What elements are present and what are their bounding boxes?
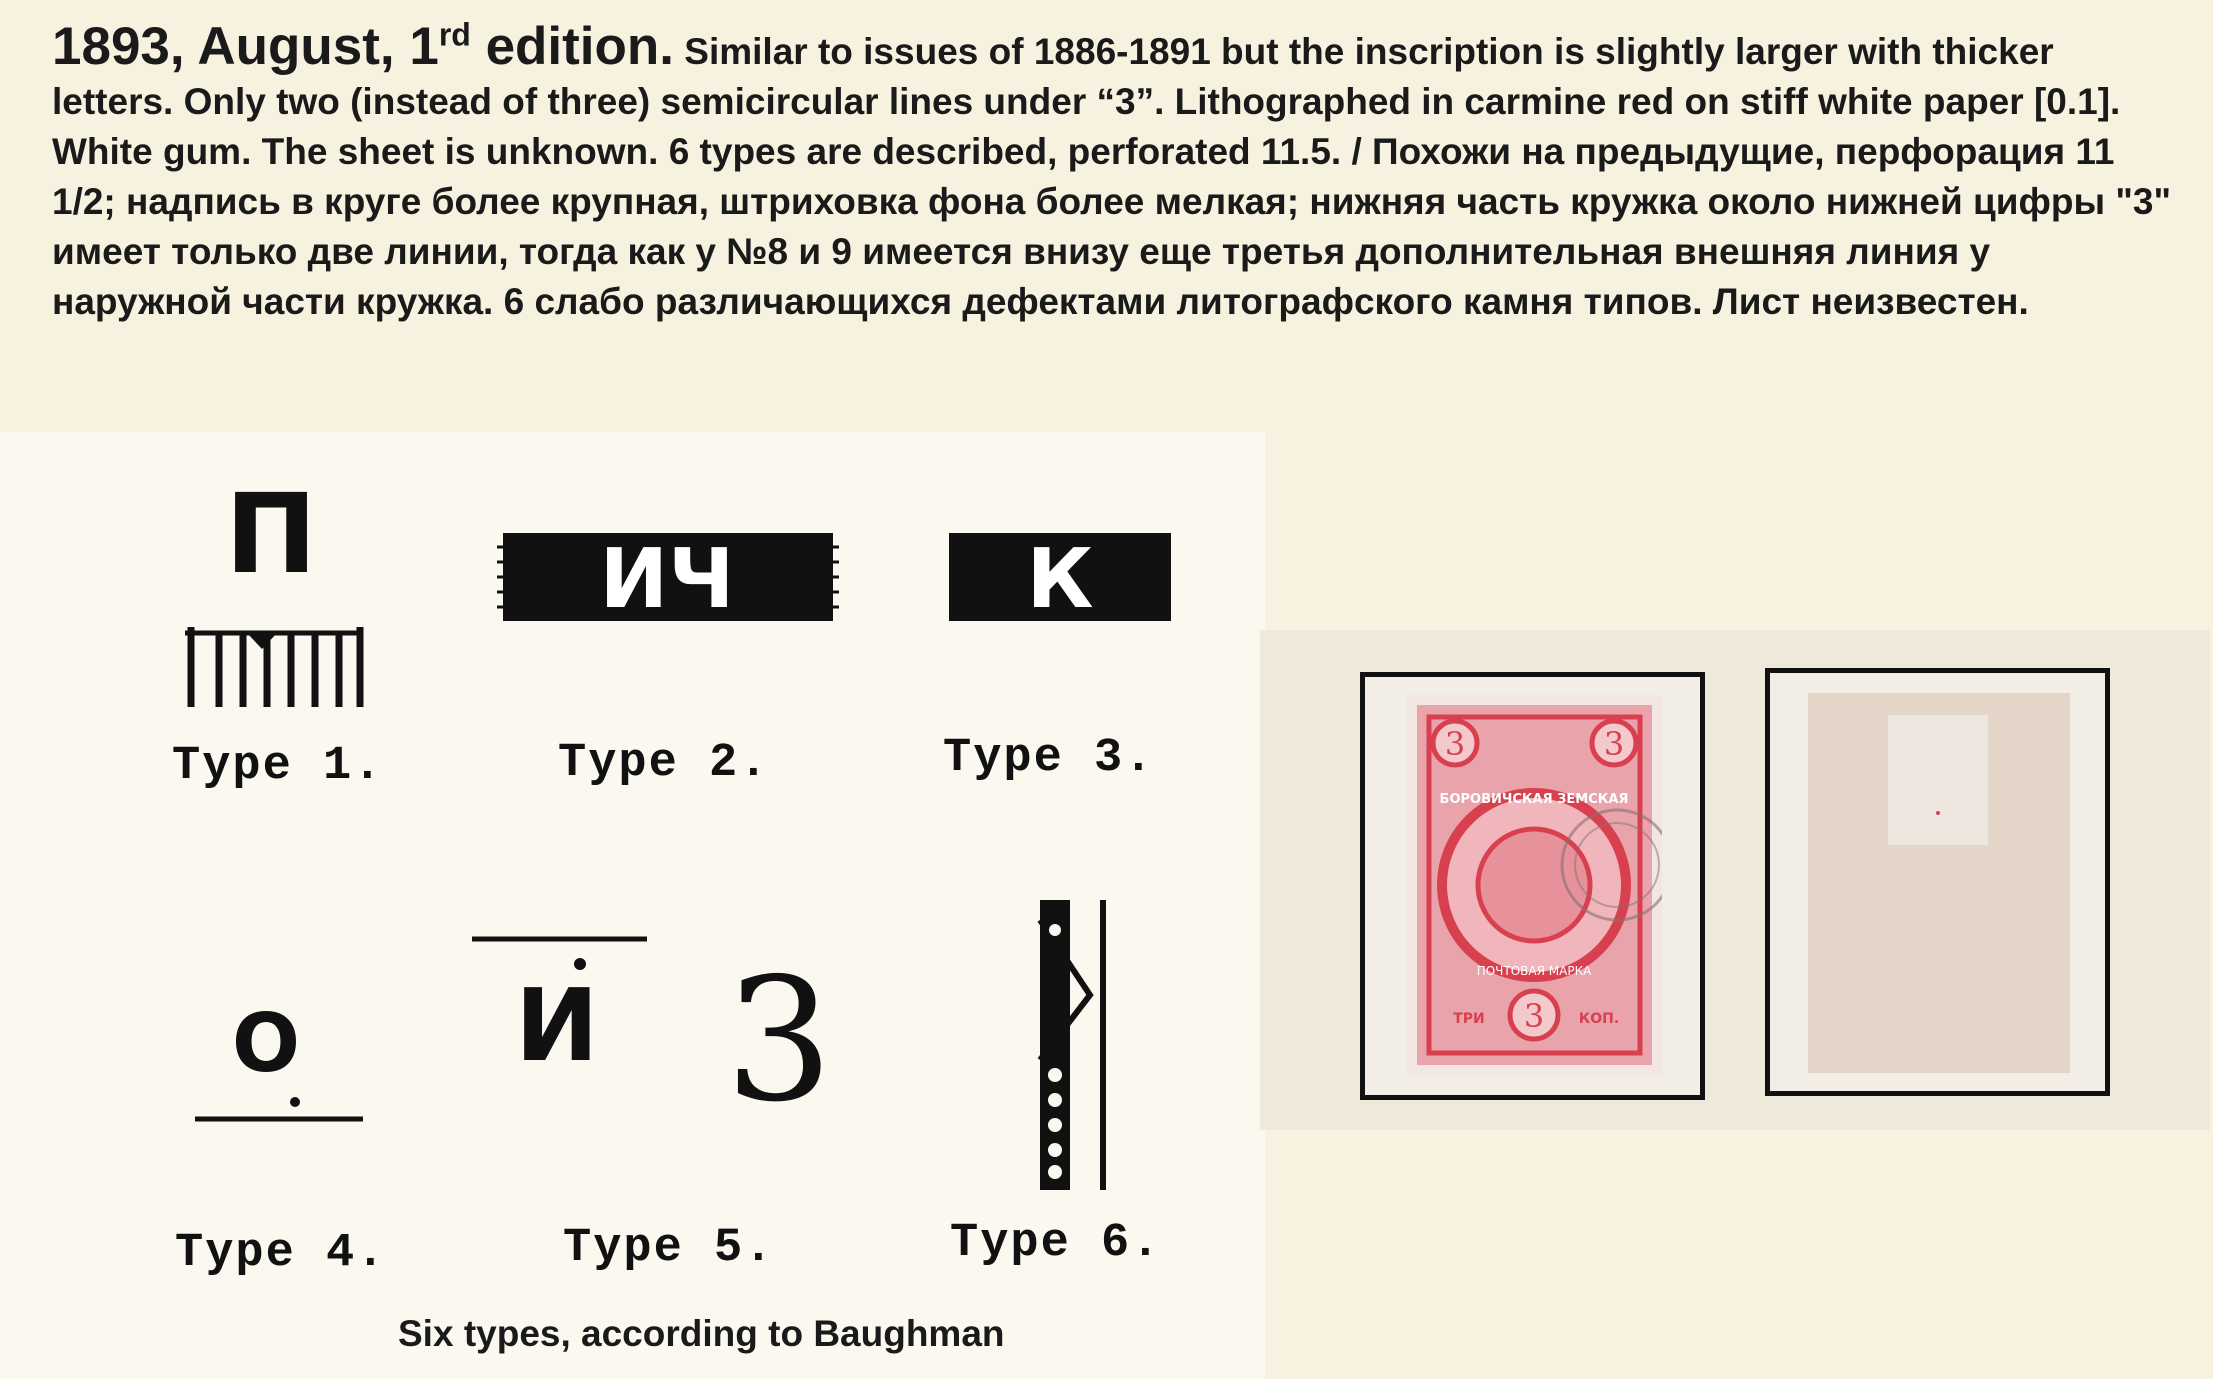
edition-title: 1893, August, 1rd edition. xyxy=(52,16,674,76)
type-6-border xyxy=(1035,900,1115,1200)
type-1-glyph: П xyxy=(225,470,318,598)
svg-text:3: 3 xyxy=(1444,725,1466,763)
svg-text:3: 3 xyxy=(1603,725,1625,763)
type-3-label: Type 3. xyxy=(943,732,1155,785)
type-3-glyph: К xyxy=(1026,532,1094,627)
type-5-label: Type 5. xyxy=(563,1222,775,1275)
svg-text:ТРИ: ТРИ xyxy=(1453,1011,1485,1027)
type-5-three: 3 xyxy=(725,942,834,1140)
separator: / xyxy=(1351,131,1373,172)
type-4-glyph: О xyxy=(232,997,301,1090)
svg-text:3: 3 xyxy=(1523,997,1545,1035)
description-text xyxy=(52,16,2172,327)
type-3-box xyxy=(945,527,1175,627)
type-2-box xyxy=(495,527,840,627)
stamp-inner-text: ПОЧТОВАЯ МАРКА xyxy=(1476,964,1592,978)
russian-description: Похожи на предыдущие, перфорация 11 1/2; надпись в круге более крупная, штриховка фона более мелкая; нижняя часть кружка около нижней цифры "3" имеет только две линии, тогда как у №8 и 9 имеется внизу еще третья дополнительная внешняя линия у наружной части кружка. 6 слабо различающихся дефектами литографского камня типов. Лист неизвестен. xyxy=(52,131,2172,322)
type-1-hatch xyxy=(185,627,365,717)
stamp-images xyxy=(1260,630,2210,1130)
type-1-label: Type 1. xyxy=(172,740,384,793)
stamp-back-frame xyxy=(1765,668,2110,1096)
type-2-glyph: ИЧ xyxy=(599,532,735,627)
stamp-back xyxy=(1808,693,2070,1073)
stamp-top-text: БОРОВИЧСКАЯ ЗЕМСКАЯ xyxy=(1439,792,1629,807)
type-2-label: Type 2. xyxy=(558,737,770,790)
type-5-glyph: И xyxy=(515,967,599,1084)
types-caption: Six types, according to Baughman xyxy=(398,1313,1005,1354)
stamp-front-frame xyxy=(1360,672,1705,1100)
types-diagram xyxy=(0,432,1265,1379)
svg-text:КОП.: КОП. xyxy=(1578,1011,1620,1027)
type-4-line xyxy=(195,1097,365,1127)
type-4-label: Type 4. xyxy=(175,1227,387,1280)
stamp-front xyxy=(1407,695,1662,1075)
type-6-label: Type 6. xyxy=(950,1217,1162,1270)
english-description: Similar to issues of 1886-1891 but the inscription is slightly larger with thicker letters. Only two (instead of three) semicircular lines under “3”. Lithographed in carmine red on stiff white paper [0.1]. White gum. The sheet is unknown. 6 types are described, perforated 11.5. xyxy=(52,31,2121,172)
